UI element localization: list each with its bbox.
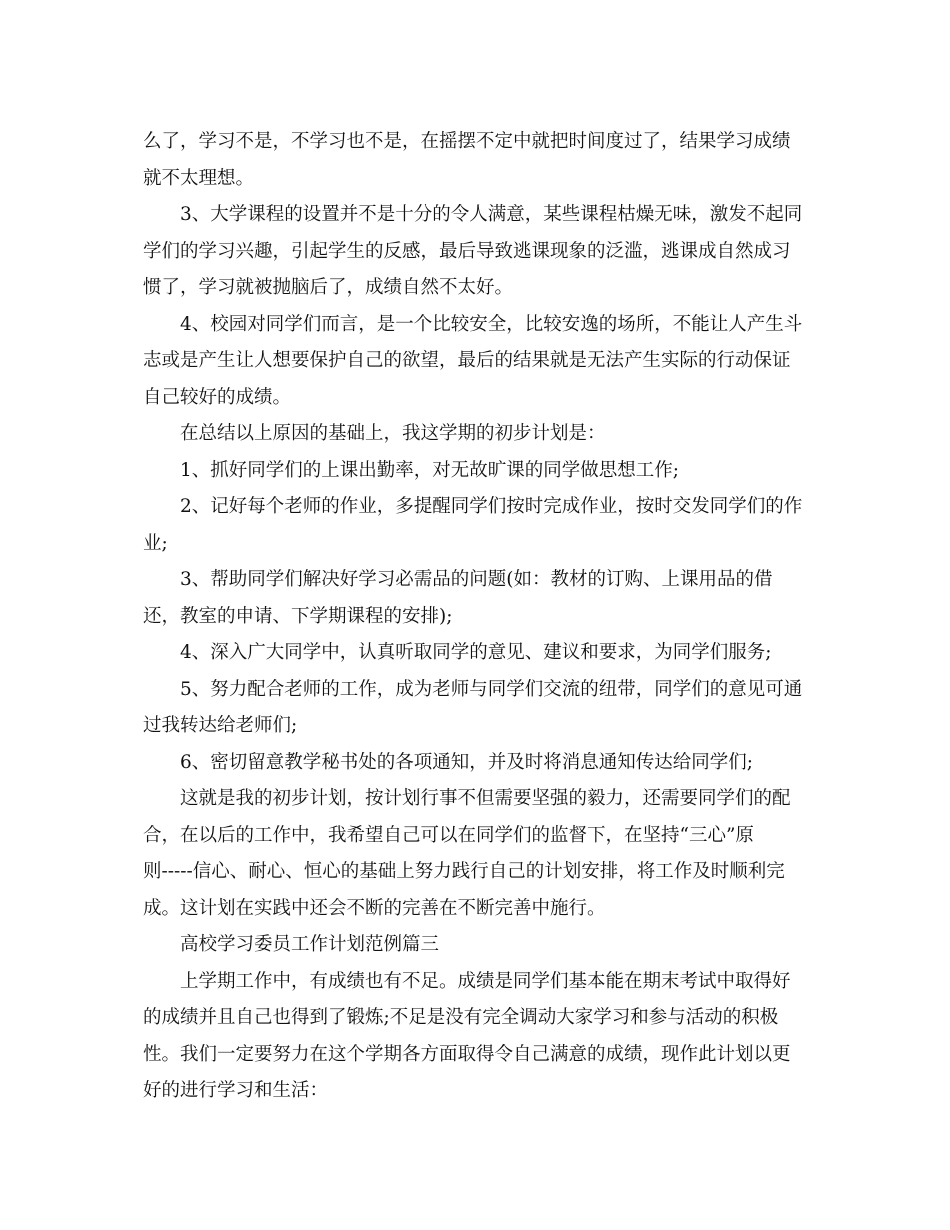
text-line: 好的进行学习和生活： — [143, 1080, 329, 1101]
text-line: 自己较好的成绩。 — [143, 386, 292, 408]
text-line: 学们的学习兴趣，引起学生的反感，最后导致逃课现象的泛滥，逃课成自然成习 — [143, 240, 791, 262]
text-line: 这就是我的初步计划，按计划行事不但需要坚强的毅力，还需要同学们的配 — [180, 788, 791, 809]
text-line: 惯了，学习就被抛脑后了，成绩自然不太好。 — [143, 277, 514, 298]
text-line: 在总结以上原因的基础上，我这学期的初步计划是： — [180, 423, 606, 444]
text-line: 过我转达给老师们; — [143, 715, 298, 736]
text-line: 4、校园对同学们而言，是一个比较安全，比较安逸的场所，不能让人产生斗 — [180, 313, 803, 335]
text-line: 3、大学课程的设置并不是十分的令人满意，某些课程枯燥无味，激发不起同 — [180, 204, 803, 225]
text-line: 2、记好每个老师的作业，多提醒同学们按时完成作业，按时交发同学们的作 — [180, 496, 803, 517]
document-body — [143, 124, 813, 1110]
text-line: 的成绩并且自己也得到了锻炼;不足是没有完全调动大家学习和参与活动的积极 — [143, 1007, 779, 1028]
text-line: 合，在以后的工作中，我希望自己可以在同学们的监督下，在坚持“三心”原 — [143, 824, 754, 846]
text-line: 就不太理想。 — [143, 167, 255, 189]
text-line: 志或是产生让人想要保护自己的欲望，最后的结果就是无法产生实际的行动保证 — [143, 350, 791, 371]
text-line: 性。我们一定要努力在这个学期各方面取得令自己满意的成绩，现作此计划以更 — [143, 1043, 791, 1065]
text-line: 业; — [143, 532, 168, 554]
text-line: 1、抓好同学们的上课出勤率，对无故旷课的同学做思想工作; — [180, 459, 680, 481]
text-line: 则-----信心、耐心、恒心的基础上努力践行自己的计划安排，将工作及时顺利完 — [143, 861, 785, 882]
text-line: 3、帮助同学们解决好学习必需品的问题(如：教材的订购、上课用品的借 — [180, 569, 773, 590]
text-line: 成。这计划在实践中还会不断的完善在不断完善中施行。 — [143, 897, 606, 919]
text-line: 上学期工作中，有成绩也有不足。成绩是同学们基本能在期末考试中取得好 — [180, 970, 791, 992]
text-line: 6、密切留意教学秘书处的各项通知，并及时将消息通知传达给同学们; — [180, 751, 754, 773]
text-line: 5、努力配合老师的工作，成为老师与同学们交流的纽带，同学们的意见可通 — [180, 678, 803, 700]
text-line: 还，教室的申请、下学期课程的安排); — [143, 605, 453, 627]
text-line: 么了，学习不是，不学习也不是，在摇摆不定中就把时间度过了，结果学习成绩 — [143, 131, 791, 152]
text-line: 4、深入广大同学中，认真听取同学的意见、建议和要求，为同学们服务; — [180, 642, 772, 663]
section-heading: 高校学习委员工作计划范例篇三 — [180, 934, 440, 955]
